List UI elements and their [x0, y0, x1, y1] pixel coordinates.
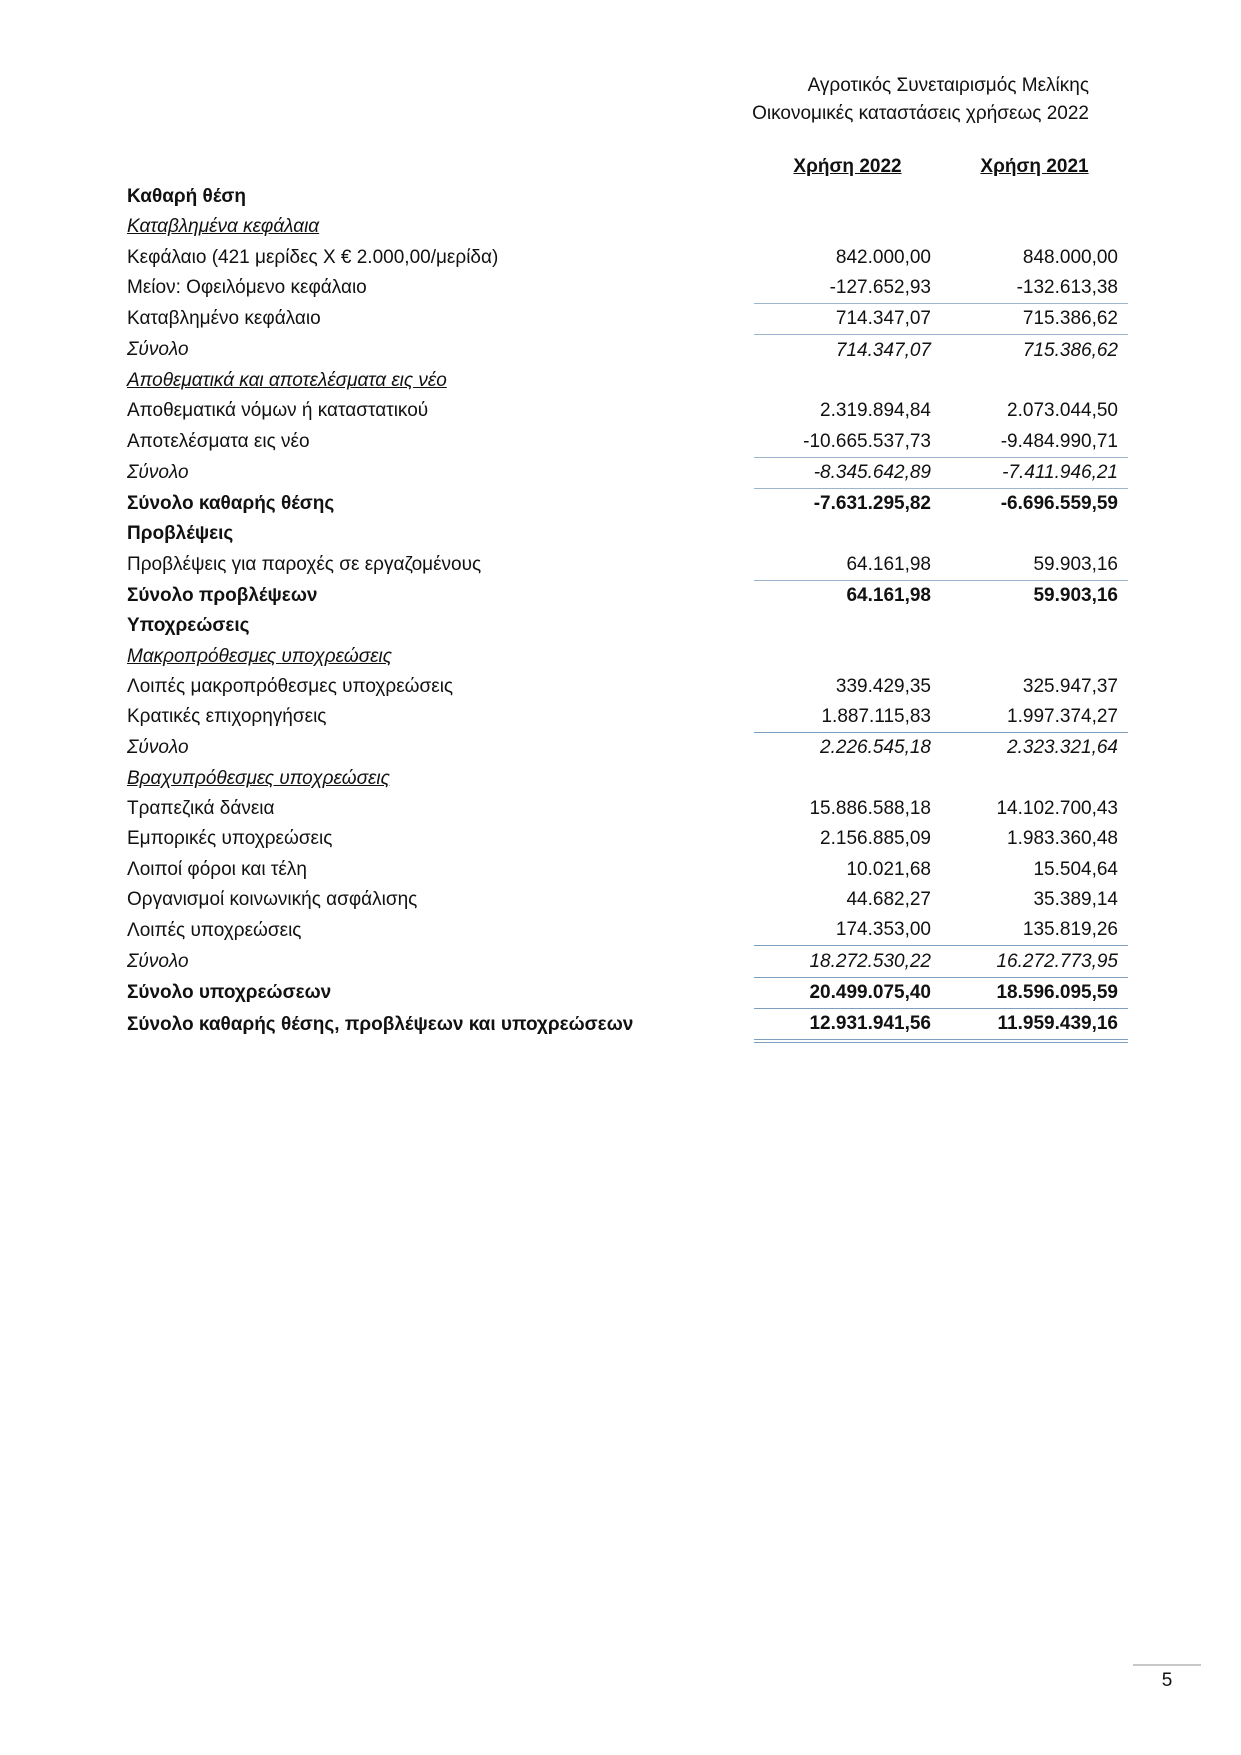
value-2022: 64.161,98 [754, 580, 941, 611]
value-2022: 174.353,00 [835, 919, 931, 941]
value-2021: 135.819,26 [1022, 919, 1118, 941]
column-header-2022: Χρήση 2022 [793, 156, 902, 177]
value-2022: 2.156.885,09 [820, 828, 931, 850]
value-2021: 2.073.044,50 [1007, 400, 1118, 422]
section-heading-liabilities: Υποχρεώσεις [127, 615, 250, 637]
subsection-reserves: Αποθεματικά και αποτελέσματα εις νέο [127, 369, 447, 391]
value-2022: 44.682,27 [846, 888, 931, 910]
value-2022: 15.886.588,18 [809, 798, 931, 820]
table-row-share-capital: Κεφάλαιο (421 μερίδες Χ € 2.000,00/μερίδα) 842.000,00 848.000,00 [127, 243, 1128, 273]
value-2022: 18.272.530,22 [754, 946, 941, 977]
subtotal-row: Σύνολο 2.226.545,18 2.323.321,64 [127, 733, 1128, 764]
table-row-paid-capital: Καταβλημένο κεφάλαιο 714.347,07 715.386,62 [127, 304, 1128, 335]
table-row-other-long-term: Λοιπές μακροπρόθεσμες υποχρεώσεις 339.429,35 325.947,37 [127, 672, 1128, 702]
table-row-retained-earnings: Αποτελέσματα εις νέο -10.665.537,73 -9.484.990,71 [127, 426, 1128, 457]
value-2022: -10.665.537,73 [803, 430, 931, 452]
column-header-2021: Χρήση 2021 [980, 156, 1089, 177]
subsection-short-term-liabilities: Βραχυπρόθεσμες υποχρεώσεις [127, 767, 390, 789]
table-row-capital-owed: Μείον: Οφειλόμενο κεφάλαιο -127.652,93 -132.613,38 [127, 273, 1128, 304]
table-row-bank-loans: Τραπεζικά δάνεια 15.886.588,18 14.102.700,43 [127, 794, 1128, 824]
document-subtitle: Οικονομικές καταστάσεις χρήσεως 2022 [752, 103, 1089, 124]
company-name: Αγροτικός Συνεταιρισμός Μελίκης [807, 75, 1089, 96]
value-2022: 842.000,00 [835, 246, 931, 268]
grand-total-row: Σύνολο καθαρής θέσης, προβλέψεων και υποχρεώσεων 12.931.941,56 11.959.439,16 [127, 1009, 1128, 1042]
value-2022: 714.347,07 [754, 335, 941, 366]
value-2021: 325.947,37 [1022, 675, 1118, 697]
value-2022: -127.652,93 [829, 277, 931, 299]
section-heading-equity: Καθαρή θέση [127, 186, 247, 208]
page-number: 5 [1161, 1670, 1173, 1691]
value-2021: 11.959.439,16 [941, 1009, 1128, 1042]
value-2021: 16.272.773,95 [941, 946, 1128, 977]
total-provisions-row: Σύνολο προβλέψεων 64.161,98 59.903,16 [127, 580, 1128, 611]
value-2021: 1.997.374,27 [1007, 706, 1118, 728]
value-2022: 2.319.894,84 [820, 400, 931, 422]
value-2021: 848.000,00 [1022, 246, 1118, 268]
value-2021: 59.903,16 [1033, 553, 1118, 575]
value-2021: 715.386,62 [941, 335, 1128, 366]
value-2022: 714.347,07 [754, 304, 941, 335]
value-2021: 35.389,14 [1033, 888, 1118, 910]
value-2021: -9.484.990,71 [1000, 430, 1118, 452]
subtotal-row: Σύνολο 18.272.530,22 16.272.773,95 [127, 946, 1128, 977]
value-2021: -7.411.946,21 [941, 457, 1128, 488]
subsection-long-term-liabilities: Μακροπρόθεσμες υποχρεώσεις [127, 645, 392, 667]
value-2022: 1.887.115,83 [821, 706, 931, 728]
total-liabilities-row: Σύνολο υποχρεώσεων 20.499.075,40 18.596.095,59 [127, 977, 1128, 1008]
value-2022: -7.631.295,82 [754, 488, 941, 519]
section-heading-provisions: Προβλέψεις [127, 523, 234, 545]
table-row-other-liabilities: Λοιπές υποχρεώσεις 174.353,00 135.819,26 [127, 915, 1128, 946]
value-2022: 339.429,35 [835, 675, 931, 697]
value-2022: 10.021,68 [846, 858, 931, 880]
table-row-employee-provisions: Προβλέψεις για παροχές σε εργαζομένους 64.161,98 59.903,16 [127, 550, 1128, 581]
balance-sheet-liabilities-table [127, 152, 1128, 1043]
subtotal-row: Σύνολο -8.345.642,89 -7.411.946,21 [127, 457, 1128, 488]
column-header-row [127, 152, 1128, 182]
value-2022: 12.931.941,56 [754, 1009, 941, 1042]
subsection-paid-capital: Καταβλημένα κεφάλαια [127, 216, 320, 238]
value-2021: -132.613,38 [1016, 277, 1118, 299]
value-2021: 15.504,64 [1033, 858, 1118, 880]
table-row-government-grants: Κρατικές επιχορηγήσεις 1.887.115,83 1.997.374,27 [127, 702, 1128, 733]
value-2022: 2.226.545,18 [754, 733, 941, 764]
value-2021: 1.983.360,48 [1007, 828, 1118, 850]
table-row-social-security: Οργανισμοί κοινωνικής ασφάλισης 44.682,27 35.389,14 [127, 885, 1128, 915]
value-2022: -8.345.642,89 [754, 457, 941, 488]
table-row-statutory-reserves: Αποθεματικά νόμων ή καταστατικού 2.319.894,84 2.073.044,50 [127, 396, 1128, 426]
footer-divider [1133, 1664, 1201, 1666]
table-row-other-taxes: Λοιποί φόροι και τέλη 10.021,68 15.504,64 [127, 855, 1128, 885]
value-2022: 20.499.075,40 [754, 977, 941, 1008]
value-2021: 18.596.095,59 [941, 977, 1128, 1008]
table-row-trade-payables: Εμπορικές υποχρεώσεις 2.156.885,09 1.983.360,48 [127, 824, 1128, 854]
subtotal-row: Σύνολο 714.347,07 715.386,62 [127, 335, 1128, 366]
document-header [752, 72, 1089, 128]
value-2022: 64.161,98 [846, 553, 931, 575]
total-equity-row: Σύνολο καθαρής θέσης -7.631.295,82 -6.696.559,59 [127, 488, 1128, 519]
value-2021: 59.903,16 [941, 580, 1128, 611]
value-2021: -6.696.559,59 [941, 488, 1128, 519]
label-column-header [127, 152, 754, 182]
value-2021: 14.102.700,43 [996, 798, 1118, 820]
value-2021: 715.386,62 [941, 304, 1128, 335]
value-2021: 2.323.321,64 [941, 733, 1128, 764]
